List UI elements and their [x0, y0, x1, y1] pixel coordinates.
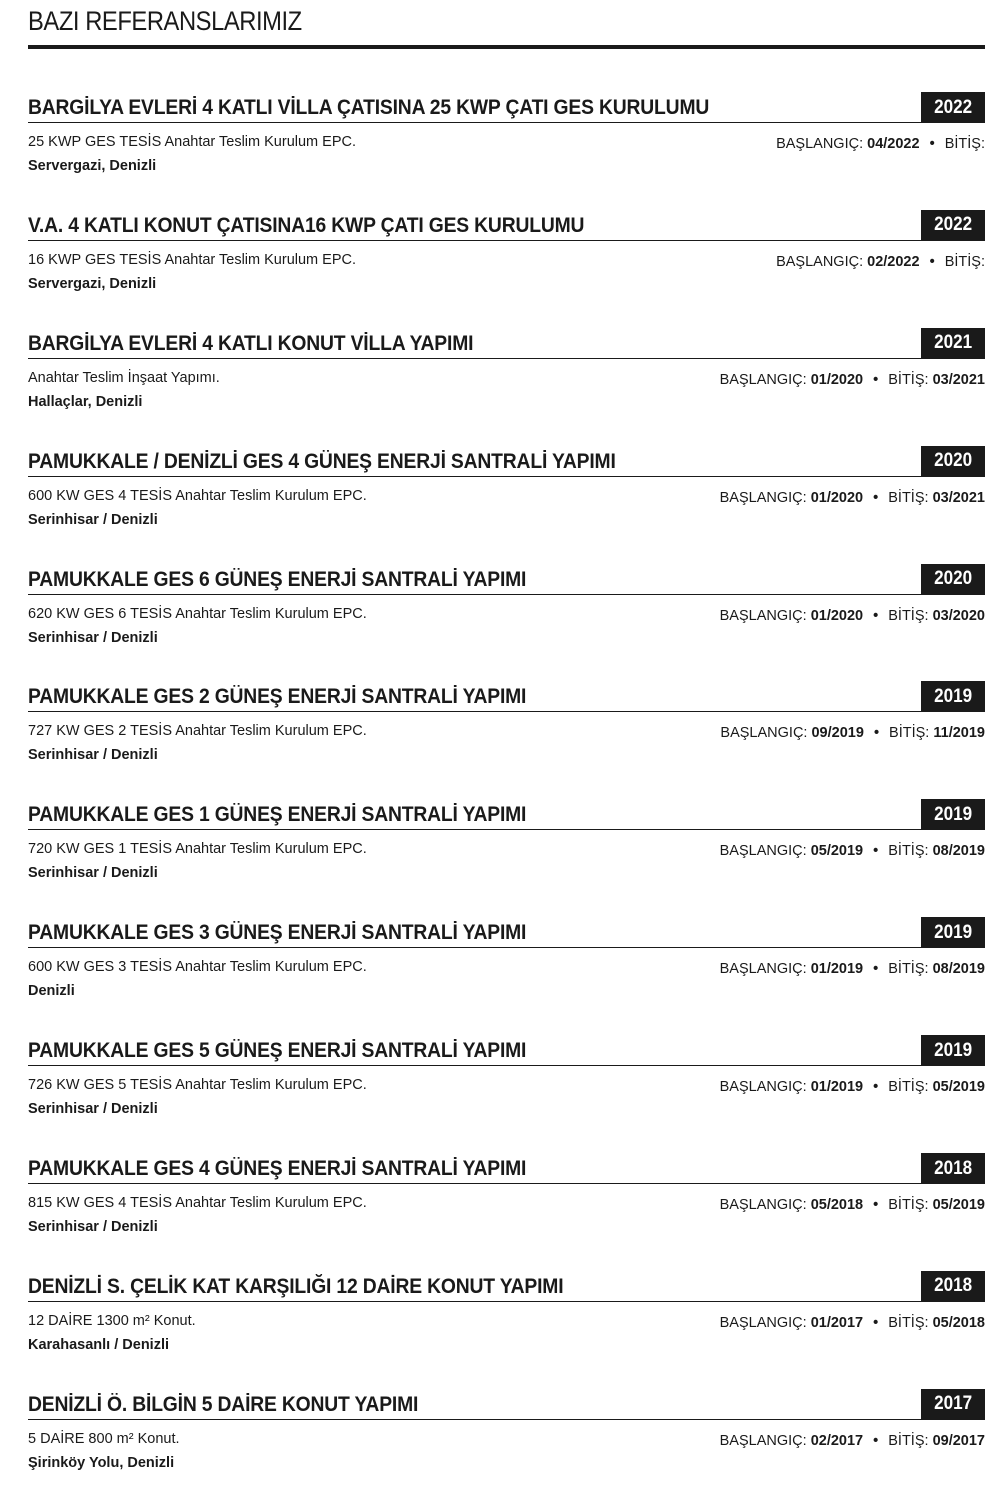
end-label: BİTİŞ: [889, 725, 930, 742]
separator-dot: • [873, 1197, 879, 1214]
entry-description: 600 KW GES 3 TESİS Anahtar Teslim Kurulum EPC. [28, 959, 367, 976]
year-badge [921, 799, 985, 830]
entry-location: Denizli [28, 983, 75, 1000]
entry-dates [720, 1315, 985, 1331]
end-date: 08/2019 [932, 843, 985, 860]
entry-description: 12 DAİRE 1300 m² Konut. [28, 1312, 196, 1329]
end-label: BİTİŞ: [888, 843, 929, 860]
entry-location: Hallaçlar, Denizli [28, 393, 143, 410]
year-label: 2021 [933, 332, 973, 354]
entry-dates [720, 961, 985, 977]
end-label: BİTİŞ: [888, 961, 929, 978]
entry-header [28, 562, 985, 595]
separator-dot: • [873, 371, 879, 388]
entry-header [28, 208, 985, 241]
entry-title: BARGİLYA EVLERİ 4 KATLI KONUT VİLLA YAPIMI [28, 331, 474, 355]
entry-dates [776, 254, 985, 270]
separator-dot: • [929, 136, 935, 152]
separator-dot: • [873, 489, 879, 506]
entry-dates [720, 608, 985, 624]
end-date: 05/2019 [932, 1079, 985, 1096]
entry-header [28, 1269, 985, 1302]
entry-dates [720, 490, 985, 506]
end-label: BİTİŞ: [888, 489, 929, 506]
year-badge [921, 1153, 985, 1184]
separator-dot: • [873, 961, 879, 978]
separator-dot: • [873, 1432, 879, 1449]
separator-dot: • [873, 607, 879, 624]
end-date: 05/2019 [932, 1197, 985, 1214]
entry-header [28, 797, 985, 830]
end-date: 03/2020 [932, 607, 985, 624]
end-label: BİTİŞ: [888, 1197, 929, 1214]
entry-title: PAMUKKALE GES 6 GÜNEŞ ENERJİ SANTRALİ YAPIMI [28, 567, 527, 591]
entry-header [28, 444, 985, 477]
end-label: BİTİŞ: [888, 1432, 929, 1449]
entry-description: 815 KW GES 4 TESİS Anahtar Teslim Kurulum EPC. [28, 1195, 367, 1212]
reference-entry [28, 1033, 985, 1151]
start-label: BAŞLANGIÇ: [719, 1432, 807, 1449]
entry-location: Serinhisar / Denizli [28, 1101, 158, 1118]
end-label: BİTİŞ: [888, 1079, 929, 1096]
year-badge [921, 1389, 985, 1420]
entry-description: 5 DAİRE 800 m² Konut. [28, 1430, 180, 1447]
entry-title: PAMUKKALE GES 3 GÜNEŞ ENERJİ SANTRALİ YAPIMI [28, 921, 527, 945]
reference-entry [28, 208, 985, 326]
year-badge [921, 210, 985, 241]
end-date: 08/2019 [932, 961, 985, 978]
separator-dot: • [873, 725, 880, 742]
start-label: BAŞLANGIÇ: [719, 371, 807, 388]
start-label: BAŞLANGIÇ: [720, 725, 808, 742]
entry-location: Servergazi, Denizli [28, 158, 157, 174]
entry-title: PAMUKKALE GES 1 GÜNEŞ ENERJİ SANTRALİ YAPIMI [28, 803, 527, 827]
entry-dates [776, 136, 985, 152]
start-date: 01/2020 [810, 371, 864, 388]
year-label: 2019 [933, 803, 973, 825]
start-date: 01/2019 [810, 1079, 864, 1096]
reference-entry [28, 797, 985, 915]
entry-header [28, 90, 985, 123]
entry-title: PAMUKKALE GES 2 GÜNEŞ ENERJİ SANTRALİ YAPIMI [28, 685, 527, 709]
entry-header [28, 1151, 985, 1184]
start-date: 02/2017 [810, 1432, 864, 1449]
start-label: BAŞLANGIÇ: [776, 136, 864, 152]
reference-entry [28, 1387, 985, 1505]
start-date: 04/2022 [867, 136, 920, 152]
start-label: BAŞLANGIÇ: [719, 1314, 807, 1331]
entry-title: DENİZLİ S. ÇELİK KAT KARŞILIĞI 12 DAİRE KONUT YAPIMI [28, 1274, 564, 1298]
entry-dates [720, 372, 985, 388]
year-label: 2019 [933, 685, 973, 707]
year-badge [921, 446, 985, 477]
entry-location: Şirinköy Yolu, Denizli [28, 1454, 175, 1471]
entry-location: Serinhisar / Denizli [28, 1219, 158, 1236]
reference-entry [28, 90, 985, 208]
end-label: BİTİŞ: [888, 607, 929, 624]
entry-dates [720, 1079, 985, 1095]
year-label: 2017 [933, 1393, 973, 1415]
entry-location: Serinhisar / Denizli [28, 865, 158, 882]
start-date: 05/2019 [810, 843, 864, 860]
year-label: 2019 [933, 1039, 973, 1061]
start-date: 01/2020 [810, 489, 864, 506]
start-date: 01/2017 [810, 1314, 864, 1331]
end-date: 11/2019 [933, 725, 985, 742]
entry-description: 25 KWP GES TESİS Anahtar Teslim Kurulum EPC. [28, 134, 356, 150]
year-badge [921, 92, 985, 123]
end-label: BİTİŞ: [888, 371, 929, 388]
start-date: 05/2018 [810, 1197, 864, 1214]
entry-description: 726 KW GES 5 TESİS Anahtar Teslim Kurulum EPC. [28, 1077, 367, 1094]
entry-location: Serinhisar / Denizli [28, 511, 158, 528]
year-label: 2022 [933, 214, 973, 236]
start-date: 09/2019 [811, 725, 864, 742]
entry-title: PAMUKKALE GES 5 GÜNEŞ ENERJİ SANTRALİ YAPIMI [28, 1039, 527, 1063]
reference-entry [28, 562, 985, 680]
entry-title: PAMUKKALE GES 4 GÜNEŞ ENERJİ SANTRALİ YAPIMI [28, 1157, 527, 1181]
entry-header [28, 1387, 985, 1420]
entry-description: 727 KW GES 2 TESİS Anahtar Teslim Kurulum EPC. [28, 723, 367, 740]
start-date: 01/2020 [810, 607, 864, 624]
page-title: BAZI REFERANSLARIMIZ [28, 6, 302, 36]
separator-dot: • [873, 1079, 879, 1096]
year-badge [921, 564, 985, 595]
year-label: 2019 [933, 921, 973, 943]
start-date: 02/2022 [867, 253, 920, 270]
start-label: BAŞLANGIÇ: [776, 253, 864, 270]
year-label: 2020 [933, 568, 973, 590]
start-label: BAŞLANGIÇ: [719, 961, 807, 978]
entry-title: BARGİLYA EVLERİ 4 KATLI VİLLA ÇATISINA 25 KWP ÇATI GES KURULUMU [28, 96, 710, 119]
separator-dot: • [929, 253, 935, 270]
entry-location: Serinhisar / Denizli [28, 629, 158, 646]
year-badge [921, 1035, 985, 1066]
entry-header [28, 326, 985, 359]
end-date: 09/2017 [932, 1432, 985, 1449]
reference-entry [28, 1269, 985, 1387]
entry-title: DENİZLİ Ö. BİLGİN 5 DAİRE KONUT YAPIMI [28, 1392, 419, 1416]
end-label: BİTİŞ: [888, 1314, 929, 1331]
year-label: 2020 [933, 450, 973, 472]
entry-title: PAMUKKALE / DENİZLİ GES 4 GÜNEŞ ENERJİ SANTRALİ YAPIMI [28, 449, 616, 473]
reference-entry [28, 444, 985, 562]
year-badge [921, 328, 985, 359]
entry-dates [720, 1433, 985, 1449]
end-label: BİTİŞ: [944, 253, 985, 270]
start-label: BAŞLANGIÇ: [719, 1197, 807, 1214]
entry-header [28, 679, 985, 712]
start-label: BAŞLANGIÇ: [719, 489, 807, 506]
entry-description: Anahtar Teslim İnşaat Yapımı. [28, 369, 220, 386]
reference-list [28, 90, 985, 1505]
entry-dates [720, 725, 985, 741]
entry-header [28, 1033, 985, 1066]
entry-description: 16 KWP GES TESİS Anahtar Teslim Kurulum EPC. [28, 251, 356, 268]
entry-location: Servergazi, Denizli [28, 275, 157, 292]
entry-description: 720 KW GES 1 TESİS Anahtar Teslim Kurulum EPC. [28, 841, 367, 858]
end-date: 03/2021 [932, 489, 985, 506]
entry-dates [720, 843, 985, 859]
start-date: 01/2019 [810, 961, 864, 978]
reference-entry [28, 326, 985, 444]
entry-title: V.A. 4 KATLI KONUT ÇATISINA16 KWP ÇATI GES KURULUMU [28, 213, 585, 237]
end-date: 03/2021 [932, 371, 985, 388]
entry-header [28, 915, 985, 948]
year-label: 2018 [933, 1157, 973, 1179]
reference-entry [28, 915, 985, 1033]
start-label: BAŞLANGIÇ: [719, 1079, 807, 1096]
entry-location: Serinhisar / Denizli [28, 747, 158, 764]
separator-dot: • [873, 1314, 879, 1331]
end-date: 05/2018 [932, 1314, 985, 1331]
start-label: BAŞLANGIÇ: [719, 607, 807, 624]
year-badge [921, 681, 985, 712]
entry-description: 600 KW GES 4 TESİS Anahtar Teslim Kurulum EPC. [28, 487, 367, 504]
separator-dot: • [873, 843, 879, 860]
entry-dates [720, 1197, 985, 1213]
entry-description: 620 KW GES 6 TESİS Anahtar Teslim Kurulum EPC. [28, 605, 367, 622]
page-header [28, 0, 985, 49]
year-label: 2022 [933, 96, 973, 118]
reference-entry [28, 679, 985, 797]
end-label: BİTİŞ: [944, 136, 985, 152]
entry-location: Karahasanlı / Denizli [28, 1336, 170, 1353]
start-label: BAŞLANGIÇ: [719, 843, 807, 860]
reference-entry [28, 1151, 985, 1269]
year-badge [921, 917, 985, 948]
year-badge [921, 1271, 985, 1302]
year-label: 2018 [933, 1275, 973, 1297]
